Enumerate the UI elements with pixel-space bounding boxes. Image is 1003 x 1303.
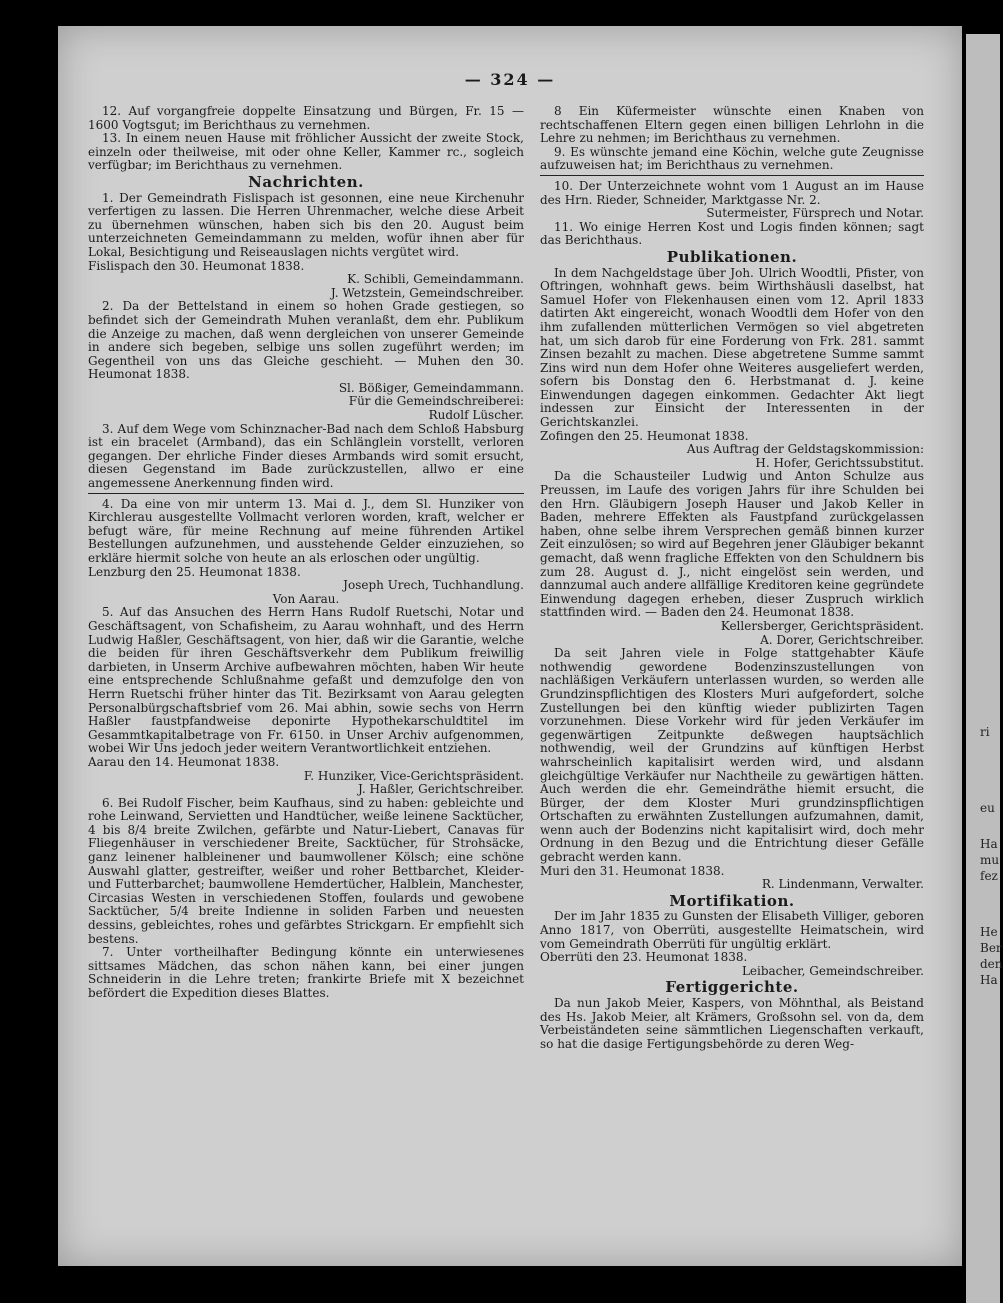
edge-fragment: Ber [980, 941, 1002, 955]
signature: J. Wetzstein, Gemeindschreiber. [330, 285, 524, 300]
edge-fragment: Ha [980, 837, 998, 851]
dateline: Lenzburg den 25. Heumonat 1838. [88, 564, 301, 579]
heading-mortifikation: Mortifikation. [669, 891, 795, 910]
edge-fragment: den [980, 957, 1003, 971]
mortification-notice: Der im Jahr 1835 zu Gunsten der Elisabeth Villiger, geboren Anno 1817, von Oberrüti, ausgestellte Heimatschein, wird vom Gemeindrath Oberrüti für ungültig erklärt. [540, 909, 924, 951]
notice-n11: 11. Wo einige Herren Kost und Logis finden können; sagt das Berichthaus. [540, 219, 924, 248]
edge-fragment: Ha [980, 973, 998, 987]
notice-12: 12. Auf vorgangfreie doppelte Einsatzung und Bürgen, Fr. 15 — 1600 Vogtsgut; im Berichthaus zu vernehmen. [88, 104, 524, 132]
signature: Für die Gemeindschreiberei: [348, 394, 524, 409]
heading-publikationen: Publikationen. [666, 247, 798, 266]
notice-n10: 10. Der Unterzeichnete wohnt vom 1 August an im Hause des Hrn. Rieder, Schneider, Marktgasse Nr. 2. [540, 178, 924, 207]
dateline: Muri den 31. Heumonat 1838. [540, 863, 725, 878]
notice-n6: 6. Bei Rudolf Fischer, beim Kaufhaus, sind zu haben: gebleichte und rohe Leinwand, Servietten und Handtücher, weiße leinene Sacktücher, 4 bis 8/4 breite Zwilchen, gefärbte und Natur-Liebert, Canavas für Fliegenhäuser in verschiedener Breite, Sacktücher, für Strohsäcke, ganz leinener halbleinener und baumwollener Kölsch; eine schöne Auswahl glatter, gestreifter, weißer und roher Bettbarchet, Kleider- und Futterbarchet; baumwollene Hemdertücher, Halblein, Manchester, Circasias Westen in verschiedenen Stoffen, foulards und gewobene Sacktücher, 5/4 breite Indienne in soliden Farben und neuesten dessins, gebleichtes, rohes und gefärbtes Strickgarn. Er empfiehlt sich bestens. [88, 795, 524, 946]
signature: K. Schibli, Gemeindammann. [347, 272, 524, 287]
dateline: Fislispach den 30. Heumonat 1838. [88, 258, 305, 273]
subheading: Von Aarau. [272, 591, 340, 606]
signature: Leibacher, Gemeindschreiber. [741, 963, 924, 978]
heading-nachrichten: Nachrichten. [248, 172, 364, 191]
notice-n2: 2. Da der Bettelstand in einem so hohen Grade gestiegen, so befindet sich der Gemeindrath Muhen veranlaßt, dem ehr. Publikum die Anzeige zu machen, daß wenn dergleichen von unserer Gemeinde in andere sich begeben, selbige uns sollen zugeführt werden; im Gegentheil von uns das Gleiche geschieht. — Muhen den 30. Heumonat 1838. [88, 299, 524, 382]
adjacent-page-edge [966, 34, 1003, 1303]
edge-fragment: mu [980, 853, 1000, 867]
edge-fragment: ri [980, 725, 990, 739]
notice-n9: 9. Es wünschte jemand eine Köchin, welche gute Zeugnisse aufzuweisen hat; im Berichthaus zu vernehmen. [540, 144, 924, 173]
signature: Sutermeister, Fürsprech und Notar. [706, 206, 924, 221]
notice-n8: 8 Ein Küfermeister wünschte einen Knaben von rechtschaffenen Eltern gegen einen billigen Lehrlohn in die Lehre zu nehmen; im Berichthaus zu vernehmen. [540, 104, 924, 146]
publication-2: Da die Schausteiler Ludwig und Anton Schulze aus Preussen, im Laufe des vorigen Jahrs für ihre Schulden bei den Hrn. Gläubigern Joseph Hauser und Jakob Keller in Baden, mehrere Effekten als Faustpfand zurückgelassen haben, ohne selbe ihrem Versprechen gemäß binnen kurzer Zeit einzulösen; so wird auf Begehren jener Gläubiger bekannt gemacht, daß wenn fragliche Effekten von den Schuldnern bis zum 28. August d. J., nicht eingelöst sein werden, und dannzumal auch andere allfällige Kreditoren keine gegründete Einwendung dagegen erheben, dieser Zuspruch wirklich stattfinden wird. — Baden den 24. Heumonat 1838. [540, 469, 924, 620]
edge-fragment: He [980, 925, 998, 939]
signature: H. Hofer, Gerichtssubstitut. [755, 455, 924, 470]
notice-n5: 5. Auf das Ansuchen des Herrn Hans Rudolf Ruetschi, Notar und Geschäftsagent, von Schafisheim, zu Aarau wohnhaft, und des Herrn Ludwig Haßler, Geschäftsagent, von hier, daß wir die Garantie, welche die beiden für ihren Geschäftsverkehr dem Publikum freiwillig darbieten, in Unserm Archive aufbewahren möchten, haben Wir heute eine entsprechende Schlußnahme gefaßt und demzufolge den von Herrn Ruetschi früher hinter das Tit. Bezirksamt von Aarau gelegten Personalbürgschaftsbrief vom 26. Mai abhin, sowie sechs von Herrn Haßler faustpfandweise deponirte Hypothekarschuldtitel im Gesammtkapitalbetrage von Fr. 6150. in Unser Archiv aufgenommen, wobei Wir Uns jedoch jeder weitern Verantwortlichkeit entziehen. [88, 605, 524, 756]
signature: J. Haßler, Gerichtschreiber. [358, 782, 524, 797]
notice-n1: 1. Der Gemeindrath Fislispach ist gesonnen, eine neue Kirchenuhr verfertigen zu lassen. Die Herren Uhrenmacher, welche diese Arbeit zu übernehmen wünschen, haben sich bis den 20. August beim unterzeichneten Gemeindammann zu melden, wofür ihnen aber für Lokal, Besichtigung und Reiseauslagen nichts vergütet wird. [88, 190, 524, 259]
signature: Sl. Bößiger, Gemeindammann. [338, 380, 524, 395]
signature: Kellersberger, Gerichtspräsident. [720, 618, 924, 633]
right-column [540, 105, 924, 1051]
dateline: Oberrüti den 23. Heumonat 1838. [540, 950, 748, 965]
edge-fragment: eu [980, 801, 995, 815]
notice-n7: 7. Unter vortheilhafter Bedingung könnte ein unterwiesenes sittsames Mädchen, das schon nähen kann, bei einer jungen Schneiderin in die Lehre treten; frankirte Briefe mit X bezeichnet befördert die Expedition dieses Blattes. [88, 945, 524, 1000]
notice-n3: 3. Auf dem Wege vom Schinznacher-Bad nach dem Schloß Habsburg ist ein bracelet (Armband), das ein Schlänglein vorstellt, verloren gegangen. Der ehrliche Finder dieses Armbands wird somit ersucht, diesen Gegenstand im Bade zurückzustellen, allwo er eine angemessene Anerkennung finden wird. [88, 421, 524, 491]
divider [88, 493, 524, 494]
divider [540, 175, 924, 176]
notice-n4: 4. Da eine von mir unterm 13. Mai d. J., dem Sl. Hunziker von Kirchlerau ausgestellte Vollmacht verloren worden, kraft, welcher er befugt wäre, für meine Rechnung auf meine führenden Artikel Bestellungen aufzunehmen, und ausstehende Gelder einzuziehen, so erkläre hiermit solche von heute an als erloschen oder ungültig. [88, 496, 524, 565]
signature: Joseph Urech, Tuchhandlung. [343, 578, 524, 593]
left-column [88, 105, 524, 1001]
publication-1: In dem Nachgeldstage über Joh. Ulrich Woodtli, Pfister, von Oftringen, wohnhaft gews. beim Wirthshäusli daselbst, hat Samuel Hofer von Flekenhausen einen vom 12. April 1833 datirten Akt eingereicht, wonach Woodtli dem Hofer von den ihm zufallenden mütterlichen Vermögen so viel abgetreten hat, um sich darob für eine Forderung von Frk. 281. sammt Zinsen bezahlt zu machen. Diese abgetretene Summe sammt Zins wird nun dem Hofer ohne Weiteres ausgeliefert werden, sofern bis Donstag den 6. Herbstmanat d. J. keine Einwendungen dagegen einkommen. Gedachter Akt liegt indessen zur Einsicht der Interessenten in der Gerichtskanzlei. [540, 265, 924, 430]
signature: Aus Auftrag der Geldstagskommission: [686, 442, 924, 457]
dateline: Aarau den 14. Heumonat 1838. [88, 754, 280, 769]
publication-3: Da seit Jahren viele in Folge stattgehabter Käufe nothwendig gewordene Bodenzinszustellungen von nachläßigen Verkäufern unterlassen wurden, so werden alle Grundzinspflichtigen des Klosters Muri aufgefordert, solche Zustellungen bei den künftig wieder publizirten Tagen vorzunehmen. Diese Vorkehr wird für jeden Verkäufer im gegenwärtigen Zeitpunkte deßwegen hauptsächlich nothwendig, weil der Grundzins auf künftigen Herbst wahrscheinlich kapitalisirt werden wird, und alsdann gleichgültige Verkäufer nur Nachtheile zu gewärtigen hätten. Auch werden die ehr. Gemeindräthe hiemit ersucht, die Bürger, der dem Kloster Muri grundzinspflichtigen Ortschaften zu erwähnten Zustellungen aufzumahnen, damit, wenn auch der Bodenzins nicht kapitalisirt wird, doch mehr Ordnung in den Bezug und die Entrichtung dieser Gefälle gebracht werden kann. [540, 646, 924, 865]
signature: Rudolf Lüscher. [428, 408, 524, 423]
signature: R. Lindenmann, Verwalter. [761, 877, 924, 892]
signature: F. Hunziker, Vice-Gerichtspräsident. [303, 768, 524, 783]
edge-fragment: fez [980, 869, 998, 883]
page-number: — 324 — [464, 70, 556, 89]
dateline: Zofingen den 25. Heumonat 1838. [540, 428, 749, 443]
notice-13: 13. In einem neuen Hause mit fröhlicher Aussicht der zweite Stock, einzeln oder theilweise, mit oder ohne Keller, Kammer rc., sogleich verfügbar; im Berichthaus zu vernehmen. [88, 131, 524, 173]
heading-fertiggerichte: Fertiggerichte. [665, 978, 799, 997]
signature: A. Dorer, Gerichtschreiber. [760, 632, 924, 647]
fertiggerichte-notice: Da nun Jakob Meier, Kaspers, von Möhnthal, als Beistand des Hs. Jakob Meier, alt Krämers, Großsohn sel. von da, dem Verbeiständeten seine sämmtlichen Liegenschaften verkauft, so hat die dasige Fertigungsbehörde zu deren Weg- [540, 996, 924, 1051]
